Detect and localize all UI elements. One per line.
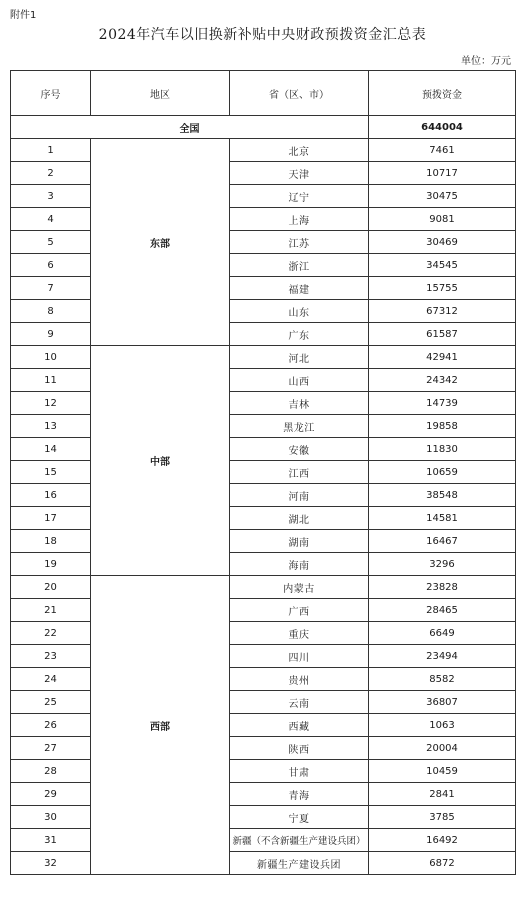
table-row xyxy=(11,645,516,668)
funds-value: 2841 xyxy=(369,783,516,806)
funds-value: 14739 xyxy=(369,392,516,415)
table-row xyxy=(11,829,516,852)
table-row xyxy=(11,415,516,438)
row-seq: 17 xyxy=(11,507,91,530)
table-row xyxy=(11,714,516,737)
header-region: 地区 xyxy=(91,71,230,116)
province-name: 内蒙古 xyxy=(230,576,369,599)
row-seq: 31 xyxy=(11,829,91,852)
row-seq: 13 xyxy=(11,415,91,438)
funds-value: 6872 xyxy=(369,852,516,875)
province-name: 广西 xyxy=(230,599,369,622)
province-name: 天津 xyxy=(230,162,369,185)
province-name: 黑龙江 xyxy=(230,415,369,438)
table-row xyxy=(11,806,516,829)
table-row xyxy=(11,392,516,415)
funds-value: 16492 xyxy=(369,829,516,852)
table-row xyxy=(11,507,516,530)
national-value: 644004 xyxy=(369,116,516,139)
table-row xyxy=(11,254,516,277)
table-row xyxy=(11,783,516,806)
table-row xyxy=(11,369,516,392)
row-seq: 10 xyxy=(11,346,91,369)
table-row xyxy=(11,852,516,875)
table-row xyxy=(11,576,516,599)
funds-value: 20004 xyxy=(369,737,516,760)
funds-value: 34545 xyxy=(369,254,516,277)
row-seq: 24 xyxy=(11,668,91,691)
province-name: 四川 xyxy=(230,645,369,668)
funds-value: 19858 xyxy=(369,415,516,438)
row-seq: 21 xyxy=(11,599,91,622)
table-row xyxy=(11,208,516,231)
row-seq: 12 xyxy=(11,392,91,415)
header-seq: 序号 xyxy=(11,71,91,116)
row-seq: 6 xyxy=(11,254,91,277)
row-seq: 2 xyxy=(11,162,91,185)
row-seq: 20 xyxy=(11,576,91,599)
table-row xyxy=(11,553,516,576)
table-row xyxy=(11,323,516,346)
table-row xyxy=(11,461,516,484)
funds-value: 10717 xyxy=(369,162,516,185)
row-seq: 7 xyxy=(11,277,91,300)
table-row xyxy=(11,277,516,300)
province-name: 陕西 xyxy=(230,737,369,760)
province-name: 海南 xyxy=(230,553,369,576)
row-seq: 30 xyxy=(11,806,91,829)
province-name: 辽宁 xyxy=(230,185,369,208)
funds-value: 7461 xyxy=(369,139,516,162)
funds-value: 8582 xyxy=(369,668,516,691)
province-name: 安徽 xyxy=(230,438,369,461)
table-row xyxy=(11,162,516,185)
region-cell: 西部 xyxy=(91,576,230,875)
table-row xyxy=(11,438,516,461)
header-funds: 预拨资金 xyxy=(369,71,516,116)
table-row xyxy=(11,622,516,645)
province-name: 山西 xyxy=(230,369,369,392)
table-header-row xyxy=(11,71,516,116)
funds-value: 30469 xyxy=(369,231,516,254)
province-name: 新疆生产建设兵团 xyxy=(230,852,369,875)
row-seq: 1 xyxy=(11,139,91,162)
row-seq: 32 xyxy=(11,852,91,875)
funds-table xyxy=(10,70,516,875)
row-seq: 3 xyxy=(11,185,91,208)
funds-value: 16467 xyxy=(369,530,516,553)
row-seq: 28 xyxy=(11,760,91,783)
province-name: 北京 xyxy=(230,139,369,162)
province-name: 宁夏 xyxy=(230,806,369,829)
table-row xyxy=(11,300,516,323)
funds-value: 61587 xyxy=(369,323,516,346)
region-cell: 东部 xyxy=(91,139,230,346)
table-row xyxy=(11,691,516,714)
table-row xyxy=(11,484,516,507)
row-seq: 18 xyxy=(11,530,91,553)
funds-value: 38548 xyxy=(369,484,516,507)
funds-value: 24342 xyxy=(369,369,516,392)
table-row xyxy=(11,139,516,162)
row-seq: 25 xyxy=(11,691,91,714)
funds-value: 15755 xyxy=(369,277,516,300)
row-seq: 14 xyxy=(11,438,91,461)
province-name: 山东 xyxy=(230,300,369,323)
row-seq: 9 xyxy=(11,323,91,346)
province-name: 重庆 xyxy=(230,622,369,645)
row-seq: 8 xyxy=(11,300,91,323)
funds-value: 36807 xyxy=(369,691,516,714)
province-name: 广东 xyxy=(230,323,369,346)
province-name: 上海 xyxy=(230,208,369,231)
funds-value: 6649 xyxy=(369,622,516,645)
region-cell: 中部 xyxy=(91,346,230,576)
funds-value: 30475 xyxy=(369,185,516,208)
row-seq: 23 xyxy=(11,645,91,668)
province-name: 湖北 xyxy=(230,507,369,530)
funds-value: 28465 xyxy=(369,599,516,622)
funds-value: 14581 xyxy=(369,507,516,530)
row-seq: 5 xyxy=(11,231,91,254)
document-title: 2024年汽车以旧换新补贴中央财政预拨资金汇总表 xyxy=(98,27,427,43)
table-row xyxy=(11,231,516,254)
attachment-label: 附件1 xyxy=(10,10,37,21)
province-name: 湖南 xyxy=(230,530,369,553)
row-seq: 27 xyxy=(11,737,91,760)
province-name: 福建 xyxy=(230,277,369,300)
province-name: 江西 xyxy=(230,461,369,484)
table-row xyxy=(11,760,516,783)
row-seq: 26 xyxy=(11,714,91,737)
province-name: 新疆（不含新疆生产建设兵团） xyxy=(230,829,369,852)
province-name: 青海 xyxy=(230,783,369,806)
province-name: 河南 xyxy=(230,484,369,507)
table-row xyxy=(11,737,516,760)
table-row xyxy=(11,185,516,208)
funds-value: 23828 xyxy=(369,576,516,599)
province-name: 浙江 xyxy=(230,254,369,277)
row-seq: 22 xyxy=(11,622,91,645)
funds-value: 42941 xyxy=(369,346,516,369)
province-name: 云南 xyxy=(230,691,369,714)
table-row xyxy=(11,668,516,691)
funds-value: 11830 xyxy=(369,438,516,461)
row-seq: 11 xyxy=(11,369,91,392)
table-row xyxy=(11,346,516,369)
table-row xyxy=(11,530,516,553)
header-province: 省（区、市） xyxy=(230,71,369,116)
row-seq: 4 xyxy=(11,208,91,231)
funds-value: 10659 xyxy=(369,461,516,484)
province-name: 贵州 xyxy=(230,668,369,691)
funds-value: 23494 xyxy=(369,645,516,668)
funds-value: 3785 xyxy=(369,806,516,829)
row-seq: 15 xyxy=(11,461,91,484)
funds-value: 10459 xyxy=(369,760,516,783)
funds-value: 3296 xyxy=(369,553,516,576)
province-name: 甘肃 xyxy=(230,760,369,783)
province-name: 吉林 xyxy=(230,392,369,415)
national-total-row xyxy=(11,116,516,139)
row-seq: 16 xyxy=(11,484,91,507)
province-name: 河北 xyxy=(230,346,369,369)
unit-label: 单位：万元 xyxy=(461,56,511,67)
province-name: 西藏 xyxy=(230,714,369,737)
province-name: 江苏 xyxy=(230,231,369,254)
row-seq: 29 xyxy=(11,783,91,806)
funds-value: 67312 xyxy=(369,300,516,323)
row-seq: 19 xyxy=(11,553,91,576)
funds-value: 1063 xyxy=(369,714,516,737)
national-label: 全国 xyxy=(11,116,369,139)
table-row xyxy=(11,599,516,622)
funds-value: 9081 xyxy=(369,208,516,231)
